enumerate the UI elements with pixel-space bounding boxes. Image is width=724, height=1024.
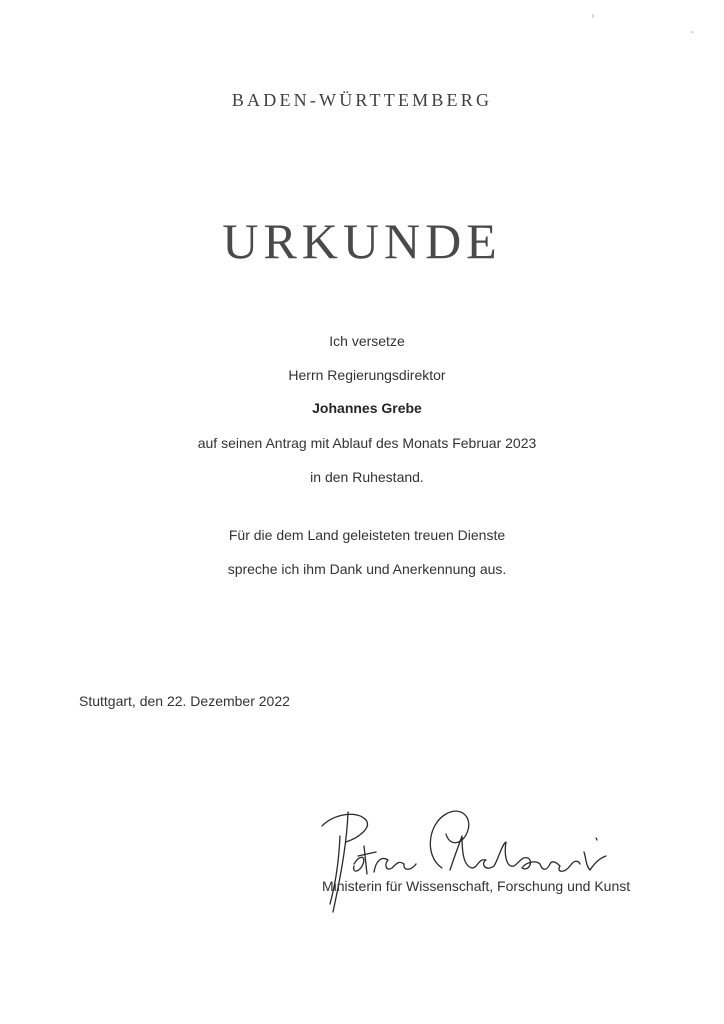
document-title: URKUNDE	[222, 213, 502, 269]
state-name-heading: BADEN-WÜRTTEMBERG	[231, 90, 493, 110]
body-line-thanks-2: spreche ich ihm Dank und Anerkennung aus.	[227, 561, 507, 577]
signer-role: Ministerin für Wissenschaft, Forschung und Kunst	[322, 878, 631, 894]
scan-speck	[592, 14, 594, 18]
place-date: Stuttgart, den 22. Dezember 2022	[79, 693, 290, 709]
body-line-thanks-1: Für die dem Land geleisteten treuen Dienste	[228, 527, 506, 543]
signature-image	[300, 790, 630, 920]
body-line-request: auf seinen Antrag mit Ablauf des Monats Februar 2023	[197, 435, 537, 451]
body-line-retirement: in den Ruhestand.	[310, 469, 424, 485]
body-line-intro: Ich versetze	[329, 333, 405, 349]
scan-speck	[691, 31, 694, 33]
recipient-name: Johannes Grebe	[312, 400, 422, 416]
body-line-rank: Herrn Regierungsdirektor	[288, 367, 446, 383]
